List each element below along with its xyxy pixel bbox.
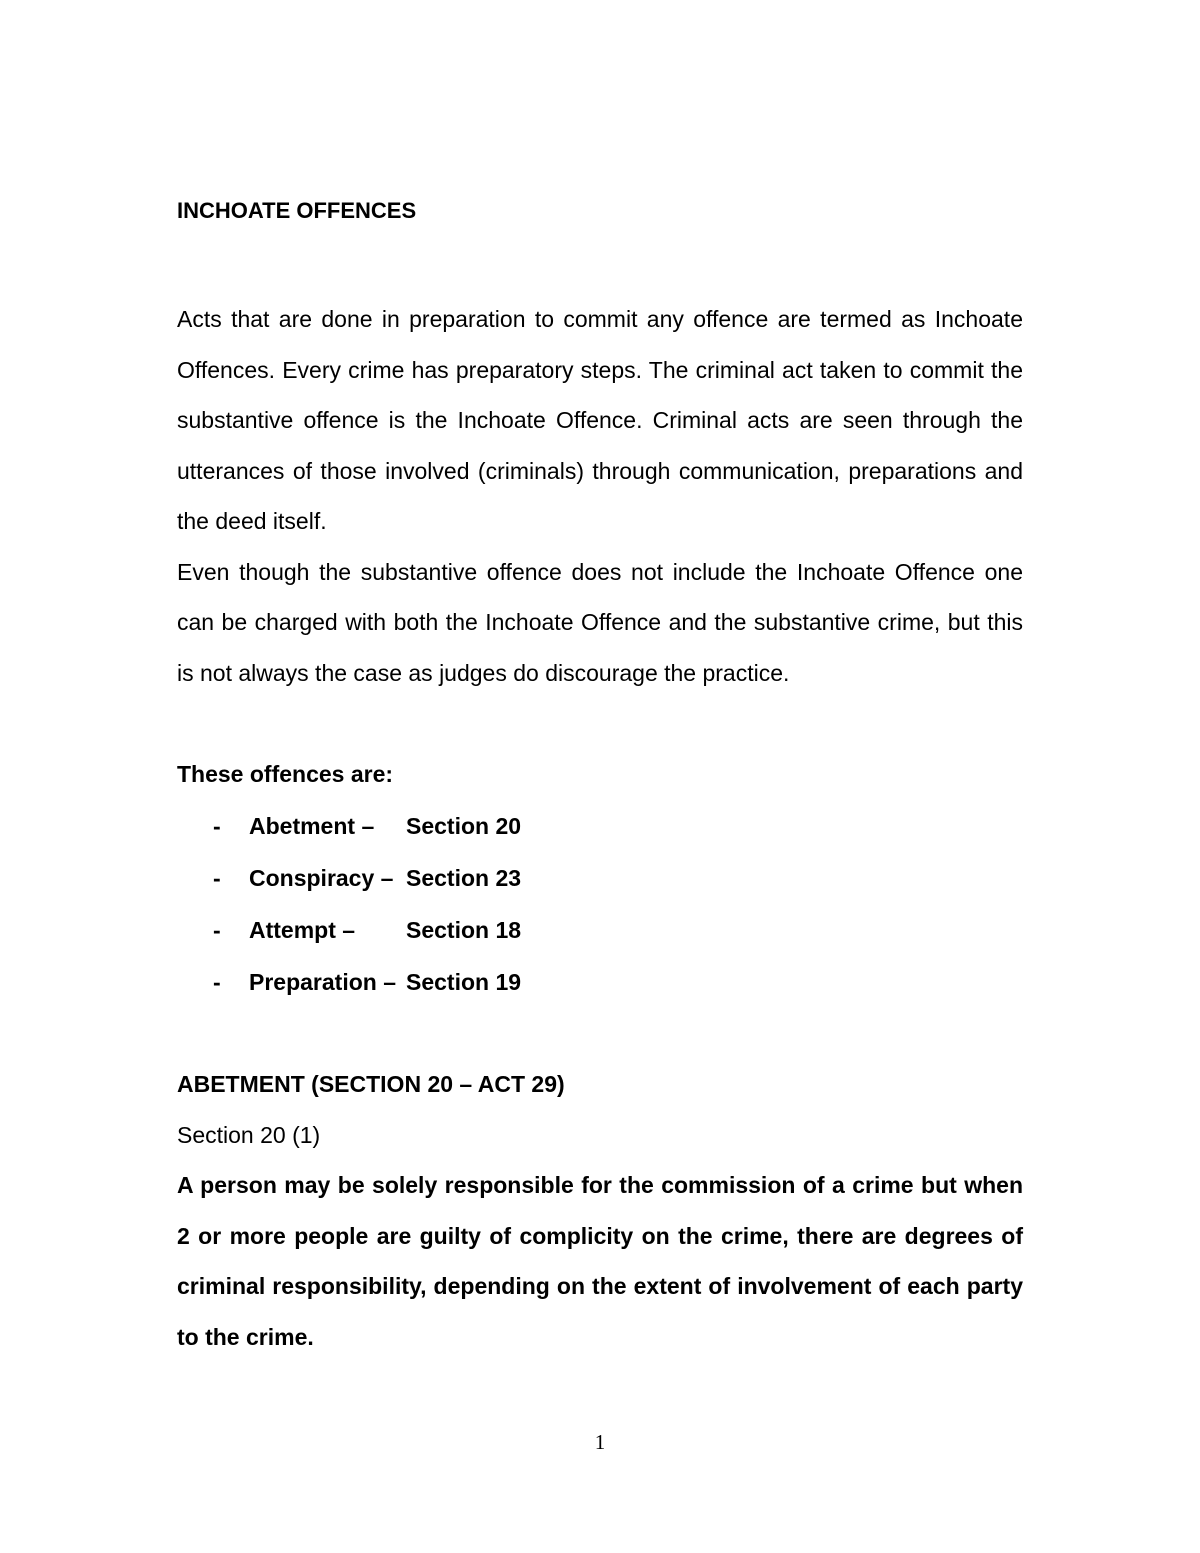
offence-name: Abetment –: [249, 813, 375, 839]
offence-name: Attempt –: [249, 917, 356, 943]
second-paragraph: Even though the substantive offence does not include the Inchoate Offence one can be charged with both the Inchoate Offence and the substantive crime, but this is not always the case as judges do discourage the practice.: [177, 558, 1023, 686]
list-item: [177, 904, 1023, 956]
page-number: 1: [594, 1430, 606, 1454]
intro-paragraph: Acts that are done in preparation to commit any offence are termed as Inchoate Offences. Every crime has preparatory steps. The criminal act taken to commit the substantive offence is the Inchoate Offence. Criminal acts are seen through the utterances of those involved (criminals) through communication, preparations and the deed itself.: [177, 306, 1023, 534]
offence-section: Section 18: [406, 917, 522, 943]
offence-section: Section 20: [406, 813, 522, 839]
list-item: [177, 852, 1023, 904]
spacer: [177, 1008, 1023, 1059]
spacer: [177, 229, 1023, 294]
offence-section: Section 19: [406, 969, 522, 995]
offence-name: Conspiracy –: [249, 865, 394, 891]
list-dash: -: [213, 813, 221, 839]
offence-section: Section 23: [406, 865, 522, 891]
section-text: A person may be solely responsible for the commission of a crime but when 2 or more people are guilty of complicity on the crime, there are degrees of criminal responsibility, depending on the extent of involvement of each party to the crime.: [177, 1172, 1023, 1350]
page-content: [177, 193, 1023, 1362]
list-dash: -: [213, 865, 221, 891]
spacer: [177, 698, 1023, 749]
offences-heading: These offences are:: [177, 761, 394, 787]
list-dash: -: [213, 969, 221, 995]
abetment-heading: ABETMENT (SECTION 20 – ACT 29): [177, 1071, 565, 1097]
offences-list: [177, 800, 1023, 1008]
section-label: Section 20 (1): [177, 1122, 321, 1148]
list-dash: -: [213, 917, 221, 943]
document-title: INCHOATE OFFENCES: [177, 198, 417, 223]
offence-name: Preparation –: [249, 969, 396, 995]
list-item: [177, 800, 1023, 852]
list-item: [177, 956, 1023, 1008]
